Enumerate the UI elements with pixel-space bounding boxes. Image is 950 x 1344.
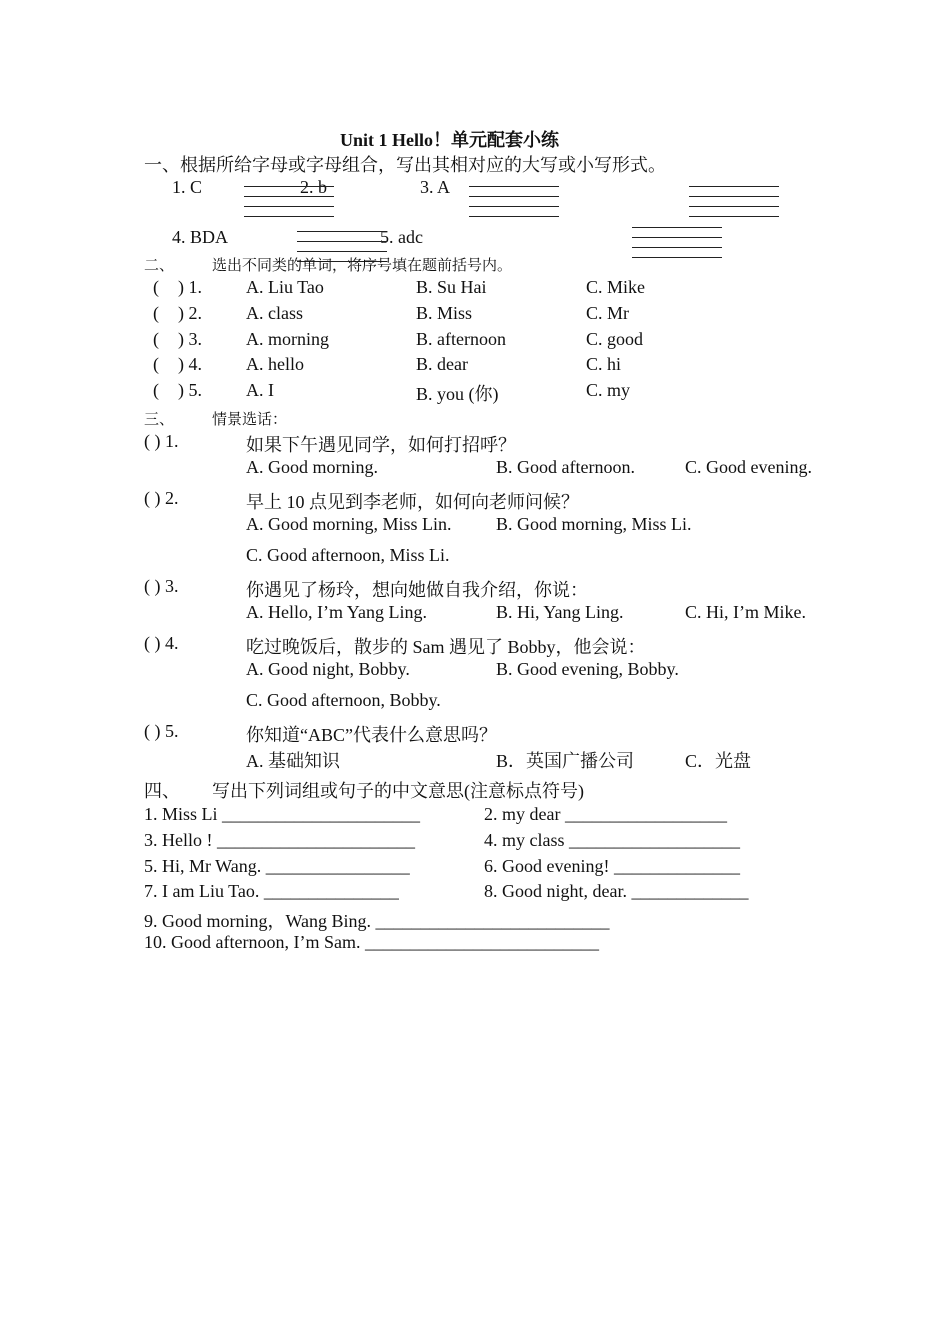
- option-c: C. Good evening.: [685, 457, 812, 477]
- translation-item-9[interactable]: 9. Good morning，Wang Bing. __________________________: [144, 911, 610, 931]
- section-1-heading: 一、根据所给字母或字母组合，写出其相对应的大写或小写形式。: [144, 155, 666, 175]
- question-text: 你遇见了杨玲，想向她做自我介绍，你说：: [246, 580, 588, 600]
- answer-bracket[interactable]: (: [153, 354, 159, 374]
- option-c: C. Good afternoon, Miss Li.: [246, 545, 450, 565]
- question-text: 如果下午遇见同学，如何打招呼？: [246, 435, 516, 455]
- option-b: B. afternoon: [416, 329, 506, 349]
- option-c: C. hi: [586, 354, 622, 374]
- option-a: A. hello: [246, 354, 304, 374]
- option-a: A. Good night, Bobby.: [246, 659, 410, 679]
- question-text: 早上 10 点见到李老师，如何向老师问候？: [246, 492, 579, 512]
- translation-item-5[interactable]: 5. Hi, Mr Wang. ________________: [144, 856, 410, 876]
- option-a: A. 基础知识: [246, 751, 340, 771]
- section-4-number: 四、: [144, 781, 180, 801]
- question-number: ) 5.: [178, 380, 202, 400]
- question-number: ) 1.: [178, 277, 202, 297]
- translation-item-1[interactable]: 1. Miss Li ______________________: [144, 804, 421, 824]
- option-a: A. Hello, I’m Yang Ling.: [246, 602, 427, 622]
- s1-item-3: 3. A: [420, 177, 451, 197]
- s1-item-5: 5. adc: [380, 227, 423, 247]
- option-b: B. Su Hai: [416, 277, 487, 297]
- question-number[interactable]: ( ) 5.: [144, 721, 179, 741]
- s1-item-2: 2. b: [300, 177, 327, 197]
- option-b: B. Good afternoon.: [496, 457, 635, 477]
- translation-item-6[interactable]: 6. Good evening! ______________: [484, 856, 740, 876]
- s1-item-4: 4. BDA: [172, 227, 229, 247]
- section-2-number: 二、: [144, 258, 175, 274]
- option-a: A. I: [246, 380, 274, 400]
- translation-item-7[interactable]: 7. I am Liu Tao. _______________: [144, 881, 399, 901]
- option-c: C. Good afternoon, Bobby.: [246, 690, 441, 710]
- option-c: C．光盘: [685, 751, 752, 771]
- option-a: A. morning: [246, 329, 329, 349]
- translation-item-2[interactable]: 2. my dear __________________: [484, 804, 727, 824]
- question-number[interactable]: ( ) 4.: [144, 633, 179, 653]
- answer-bracket[interactable]: (: [153, 329, 159, 349]
- option-c: C. Mike: [586, 277, 646, 297]
- option-b: B. dear: [416, 354, 468, 374]
- translation-item-8[interactable]: 8. Good night, dear. _____________: [484, 881, 749, 901]
- page-title: Unit 1 Hello！单元配套小练: [340, 130, 559, 150]
- option-b: B. Good evening, Bobby.: [496, 659, 679, 679]
- option-c: C. my: [586, 380, 631, 400]
- translation-item-4[interactable]: 4. my class ___________________: [484, 830, 740, 850]
- option-a: A. Good morning.: [246, 457, 378, 477]
- option-c: C. Mr: [586, 303, 630, 323]
- question-text: 吃过晚饭后，散步的 Sam 遇见了 Bobby，他会说：: [246, 637, 646, 657]
- section-4-heading: 写出下列词组或句子的中文意思(注意标点符号): [212, 781, 584, 801]
- translation-item-10[interactable]: 10. Good afternoon, I’m Sam. __________________________: [144, 932, 599, 952]
- question-text: 你知道“ABC”代表什么意思吗？: [246, 725, 497, 745]
- question-number: ) 2.: [178, 303, 202, 323]
- option-b: B. you (你): [416, 384, 499, 404]
- option-c: C. good: [586, 329, 644, 349]
- option-a: A. Good morning, Miss Lin.: [246, 514, 452, 534]
- answer-bracket[interactable]: (: [153, 303, 159, 323]
- answer-bracket[interactable]: (: [153, 277, 159, 297]
- question-number: ) 4.: [178, 354, 202, 374]
- question-number[interactable]: ( ) 1.: [144, 431, 179, 451]
- question-number[interactable]: ( ) 3.: [144, 576, 179, 596]
- section-3-number: 三、: [144, 412, 175, 428]
- option-b: B. Miss: [416, 303, 473, 323]
- option-c: C. Hi, I’m Mike.: [685, 602, 806, 622]
- option-b: B. Hi, Yang Ling.: [496, 602, 624, 622]
- option-a: A. class: [246, 303, 303, 323]
- s1-item-1: 1. C: [172, 177, 203, 197]
- answer-bracket[interactable]: (: [153, 380, 159, 400]
- translation-item-3[interactable]: 3. Hello ! ______________________: [144, 830, 415, 850]
- section-3-heading: 情景选话：: [212, 412, 288, 428]
- question-number: ) 3.: [178, 329, 202, 349]
- option-b: B. Good morning, Miss Li.: [496, 514, 692, 534]
- question-number[interactable]: ( ) 2.: [144, 488, 179, 508]
- section-2-heading: 选出不同类的单词，将序号填在题前括号内。: [212, 258, 513, 274]
- option-a: A. Liu Tao: [246, 277, 324, 297]
- option-b: B．英国广播公司: [496, 751, 635, 771]
